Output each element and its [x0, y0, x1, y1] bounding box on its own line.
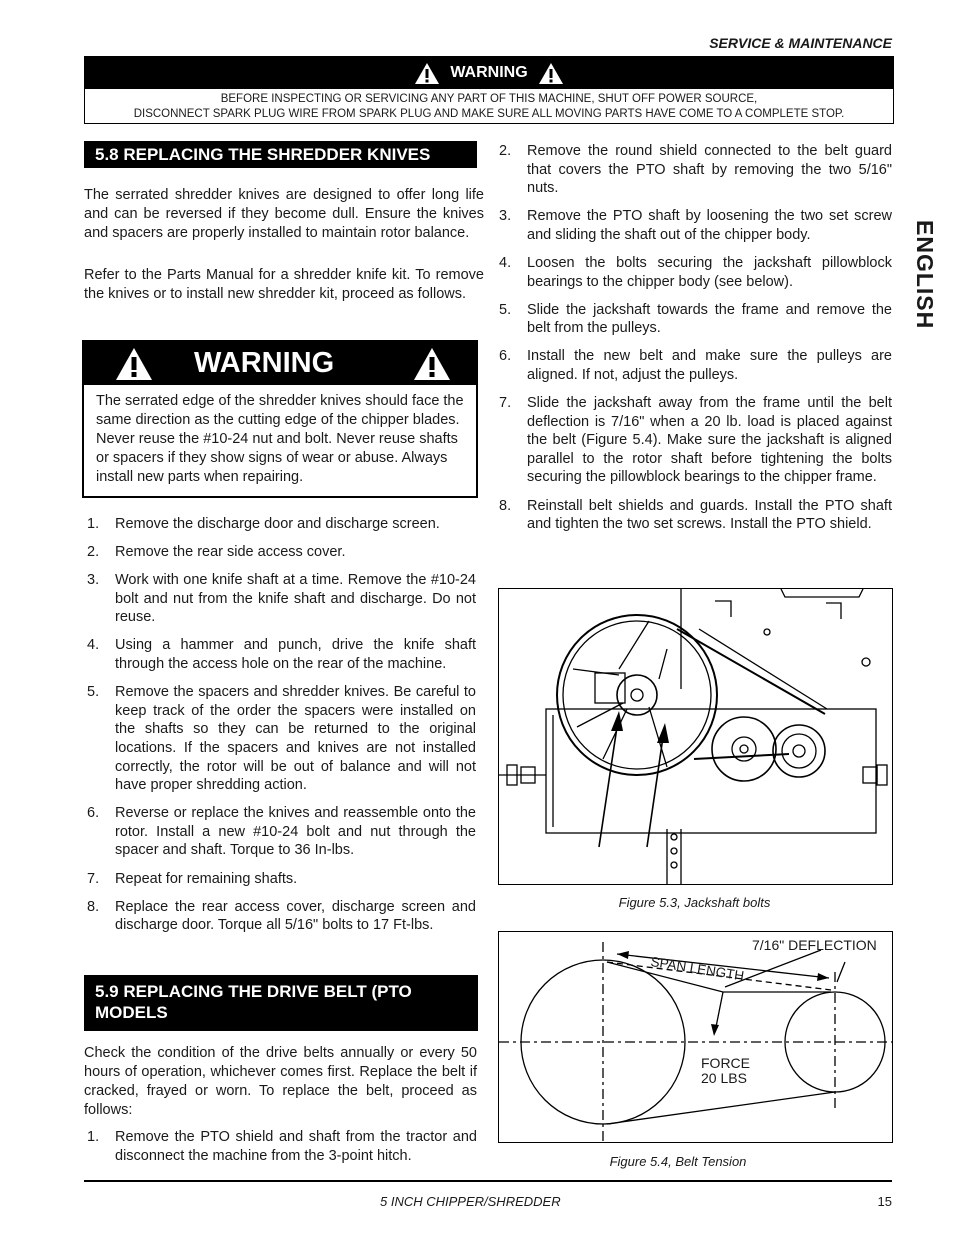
knife-warning-bar [84, 342, 476, 385]
figure-5-4 [498, 931, 893, 1143]
section-5-8-para2: Refer to the Parts Manual for a shredder knife kit. To remove the knives or to install new shredder kit, proceed as follows. [84, 267, 484, 302]
step-text: Work with one knife shaft at a time. Remove the #10-24 bolt and nut from the knife shaft and discharge. Do not reuse. [115, 572, 476, 626]
section-5-8-steps [84, 515, 476, 944]
top-warning-text [85, 89, 893, 122]
footer-title: 5 INCH CHIPPER/SHREDDER [380, 1194, 561, 1209]
section-5-9-para: Check the condition of the drive belts annually or every 50 hours of operation, whichever comes first. Replace the belt if cracked, frayed or worn. To replace the belt, proceed as follows: [84, 1045, 477, 1118]
warning-icon [538, 62, 564, 85]
step-number: 6. [87, 805, 100, 822]
footer-rule [84, 1180, 892, 1182]
step-number: 7. [499, 395, 512, 412]
section-5-8-title: 5.8 REPLACING THE SHREDDER KNIVES [84, 141, 477, 168]
step-text: Remove the round shield connected to the belt guard that covers the PTO shaft by removing the two 5/16" nuts. [527, 143, 892, 197]
warning-icon [414, 62, 440, 85]
top-warning-line1: BEFORE INSPECTING OR SERVICING ANY PART OF THIS MACHINE, SHUT OFF POWER SOURCE, [220, 93, 758, 105]
knife-warning-box [82, 340, 478, 498]
step-text: Install the new belt and make sure the pulleys are aligned. If not, adjust the pulleys. [527, 348, 892, 383]
step-text: Loosen the bolts securing the jackshaft pillowblock bearings to the chipper body (see below). [527, 254, 892, 290]
knife-warning-text: The serrated edge of the shredder knives should face the same direction as the cutting edge of the chipper blades. Never reuse the #10-24 nut and bolt. Never reuse shafts or spacers if they show signs of wear or abuse. Always install new parts when repairing. [96, 393, 464, 485]
list-item [84, 804, 476, 860]
figure-5-3-caption: Figure 5.3, Jackshaft bolts [618, 895, 771, 910]
warning-icon [412, 346, 452, 382]
section-5-9-step1-list [84, 1128, 477, 1175]
list-item [84, 543, 476, 562]
list-item [84, 1128, 477, 1165]
step-text: Remove the spacers and shredder knives. Be careful to keep track of the order the spacers were installed on the shafts so they can be returned to the original locations. If the spacers and knives are not installed correctly, the rotor will be out of balance and will not have proper shredding action. [115, 684, 476, 794]
list-item [496, 301, 892, 338]
step-number: 8. [87, 898, 100, 915]
step-number: 3. [87, 572, 100, 589]
section-5-9-steps [496, 142, 892, 543]
deflection-label: 7/16" DEFLECTION [752, 937, 877, 953]
list-item [84, 571, 476, 627]
list-item [496, 394, 892, 487]
list-item [496, 142, 892, 198]
step-number: 8. [499, 497, 512, 514]
span-length-label: SPAN LENGTH [649, 954, 746, 984]
jackshaft-drawing [499, 589, 892, 884]
knife-warning-label: WARNING [194, 347, 335, 379]
list-item [84, 636, 476, 673]
force-line1: FORCE [701, 1055, 750, 1071]
page-number: 15 [877, 1194, 892, 1209]
list-item [496, 347, 892, 384]
language-side-tab: ENGLISH [912, 220, 938, 330]
list-item [496, 207, 892, 244]
step-number: 4. [87, 637, 100, 654]
warning-icon [114, 346, 154, 382]
step-number: 6. [499, 348, 512, 365]
step-text: Slide the jackshaft away from the frame until the belt deflection is 7/16" when a 20 lb. load is placed against the belt (Figure 5.4). Make sure the jackshaft is aligned parallel to the rotor shaft before tightening the bolts securing the pillowblock bearings to the chipper frame. [527, 395, 892, 486]
force-label [701, 1056, 750, 1086]
step-text: Reinstall belt shields and guards. Install the PTO shaft and tighten the two set screws. Install the PTO shield. [527, 497, 892, 533]
step-text: Remove the PTO shaft by loosening the two set screw and sliding the shaft out of the chipper body. [527, 208, 892, 243]
step-text: Using a hammer and punch, drive the knife shaft through the access hole on the rear of the machine. [115, 637, 476, 673]
list-item [84, 870, 476, 889]
step-number: 4. [499, 254, 512, 271]
top-warning-bar [85, 57, 893, 89]
top-warning-box [84, 56, 894, 124]
step-number: 2. [87, 544, 100, 561]
list-item [496, 497, 892, 534]
step-text: Remove the discharge door and discharge screen. [115, 516, 440, 532]
step-text: Replace the rear access cover, discharge screen and discharge door. Torque all 5/16" bolts to 17 Ft-lbs. [115, 898, 476, 934]
step-text: Remove the PTO shield and shaft from the tractor and disconnect the machine from the 3-point hitch. [115, 1129, 477, 1164]
list-item [84, 515, 476, 534]
step-text: Repeat for remaining shafts. [115, 870, 298, 887]
step-number: 5. [87, 684, 100, 701]
list-item [84, 898, 476, 935]
top-warning-label: WARNING [450, 64, 528, 81]
step-number: 7. [87, 870, 100, 887]
step-number: 1. [87, 1129, 100, 1145]
top-warning-line2: DISCONNECT SPARK PLUG WIRE FROM SPARK PLUG AND MAKE SURE ALL MOVING PARTS HAVE COME TO A COMPLETE STOP. [133, 108, 845, 120]
step-number: 2. [499, 143, 512, 159]
section-header: SERVICE & MAINTENANCE [709, 35, 892, 51]
section-5-9-title: 5.9 REPLACING THE DRIVE BELT (PTO MODELS [84, 975, 478, 1031]
force-line2: 20 LBS [701, 1070, 747, 1086]
list-item [496, 254, 892, 291]
step-number: 5. [499, 301, 512, 318]
step-text: Slide the jackshaft towards the frame and remove the belt from the pulleys. [527, 301, 892, 337]
figure-5-3 [498, 588, 893, 885]
step-text: Reverse or replace the knives and reassemble onto the rotor. Install a new #10-24 bolt and nut through the spacer and shaft. Torque to 36 In-lbs. [115, 805, 476, 859]
section-5-8-para1: The serrated shredder knives are designed to offer long life and can be reversed if they become dull. Ensure the knives and spacers are properly installed to maintain rotor balance. [84, 187, 484, 241]
step-number: 3. [499, 208, 512, 225]
figure-5-4-caption: Figure 5.4, Belt Tension [609, 1154, 747, 1169]
step-text: Remove the rear side access cover. [115, 544, 346, 561]
list-item [84, 683, 476, 795]
step-number: 1. [87, 516, 100, 532]
